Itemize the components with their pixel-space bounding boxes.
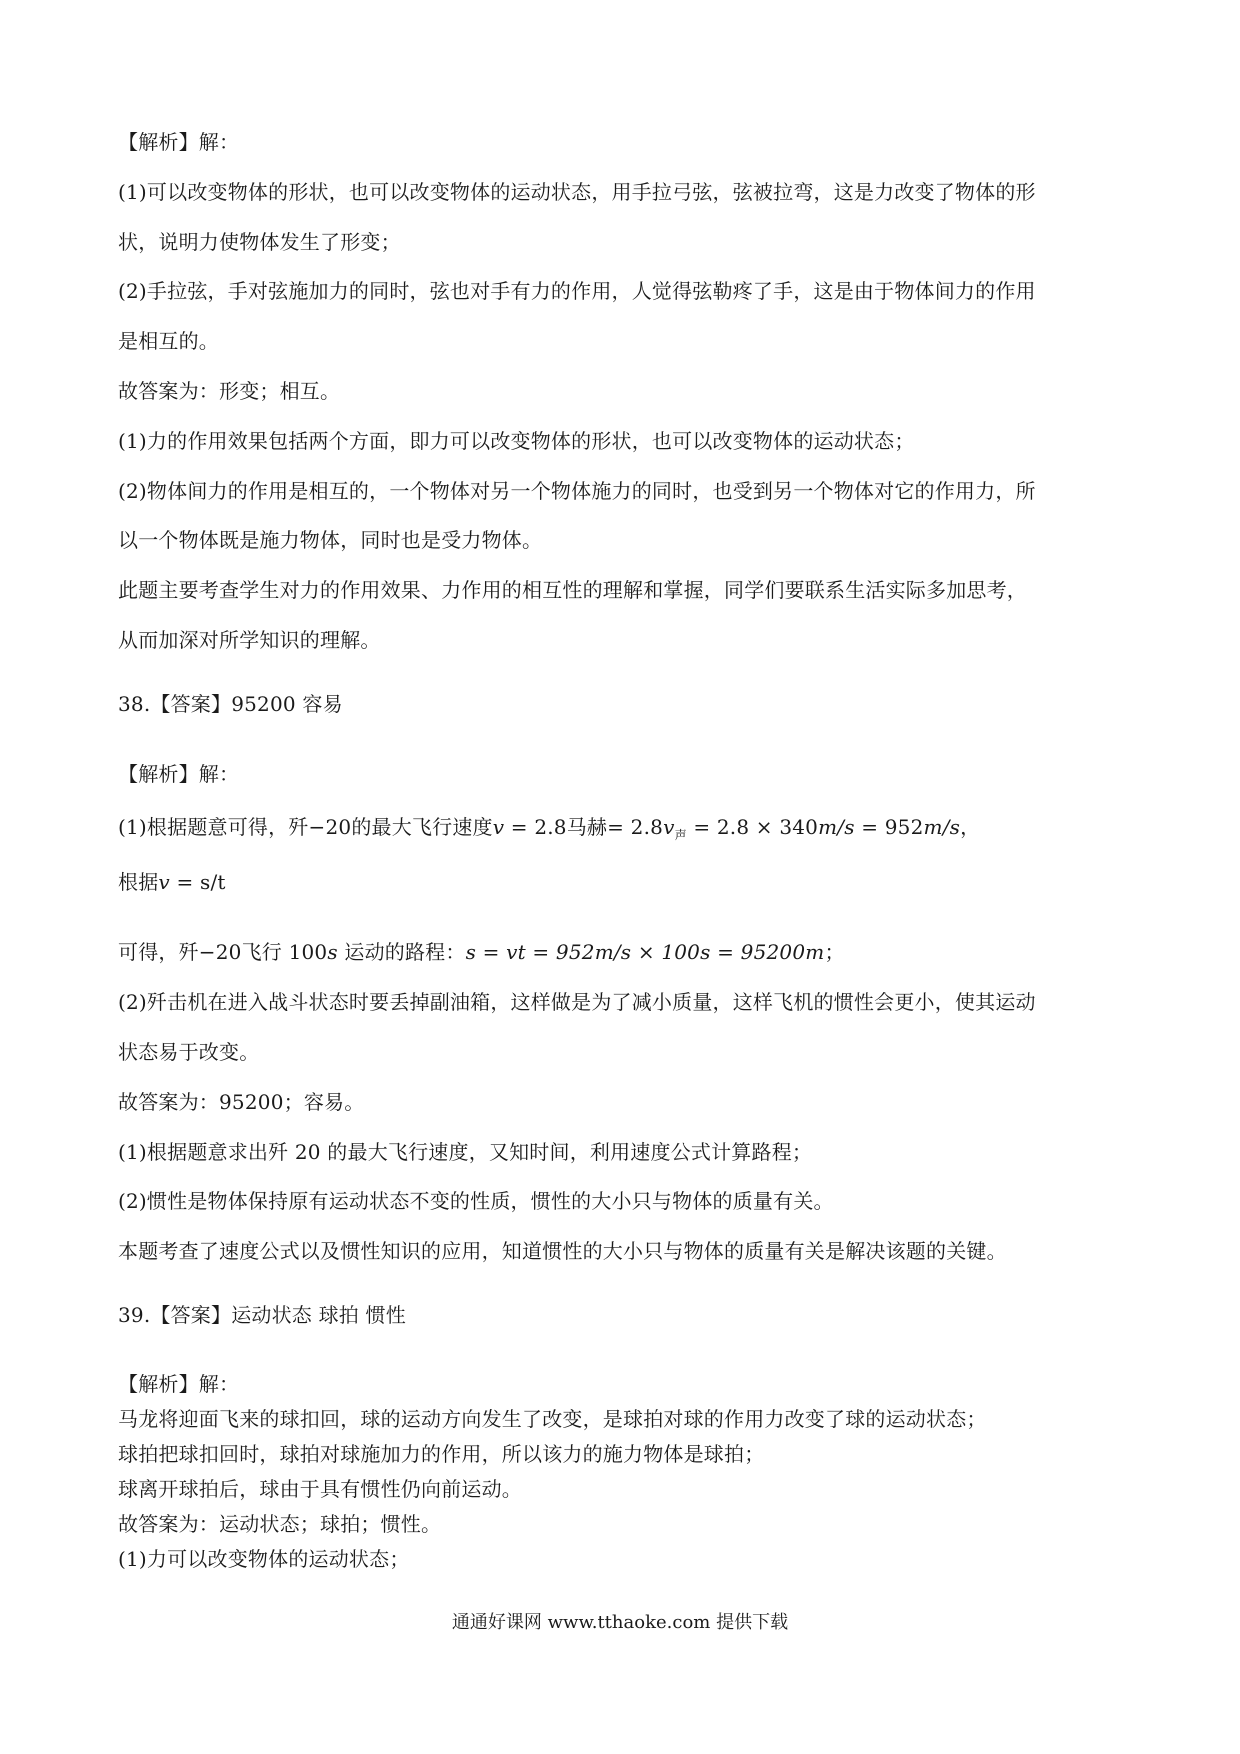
question-38-answer-heading: 38.【答案】95200 容易 (118, 692, 343, 716)
equation-text: = 2.8马赫= 2.8 (504, 815, 664, 839)
paragraph-line: 从而加深对所学知识的理解。 (118, 628, 381, 652)
question-39-answer-heading: 39.【答案】运动状态 球拍 惯性 (118, 1303, 406, 1327)
equation-text: ； (824, 940, 845, 964)
paragraph-line: (2)手拉弦，手对弦施加力的同时，弦也对手有力的作用，人觉得弦勒疼了手，这是由于物体间力的作用 (118, 279, 1036, 303)
analysis-heading: 【解析】解： (118, 130, 240, 154)
equation-text: = 2.8 × 340 (686, 815, 819, 839)
paragraph-line: (2)惯性是物体保持原有运动状态不变的性质，惯性的大小只与物体的质量有关。 (118, 1189, 834, 1213)
paragraph-line: (1)力可以改变物体的运动状态； (118, 1547, 410, 1571)
answer-line: 故答案为：运动状态；球拍；惯性。 (118, 1512, 442, 1536)
math-variable: v (158, 870, 170, 894)
math-variable: v (492, 815, 505, 839)
paragraph-line: 此题主要考查学生对力的作用效果、力作用的相互性的理解和掌握，同学们要联系生活实际多加思考， (118, 578, 1027, 602)
math-unit: m/s (923, 815, 961, 839)
equation-line-speed (118, 813, 980, 849)
paragraph-line: (2)物体间力的作用是相互的，一个物体对另一个物体施力的同时，也受到另一个物体对它的作用力，所 (118, 479, 1036, 503)
equation-text: ， (960, 815, 981, 839)
paragraph-line: 是相互的。 (118, 329, 219, 353)
math-variable: v (663, 815, 675, 839)
paragraph-line: 本题考查了速度公式以及惯性知识的应用，知道惯性的大小只与物体的质量有关是解决该题的关键。 (118, 1239, 1007, 1263)
paragraph-line: 球拍把球扣回时，球拍对球施加力的作用，所以该力的施力物体是球拍； (118, 1442, 765, 1466)
math-variable: s (327, 940, 338, 964)
equation-line-formula (118, 868, 226, 896)
paragraph-line: 球离开球拍后，球由于具有惯性仍向前运动。 (118, 1477, 522, 1501)
math-formula: s = vt = 952m/s × 100s = 95200m (465, 940, 825, 964)
math-subscript: 声 (674, 828, 687, 842)
paragraph-line: 状态易于改变。 (118, 1040, 260, 1064)
equation-text: 可得，歼−20飞行 100 (118, 940, 328, 964)
paragraph-line: 以一个物体既是施力物体，同时也是受力物体。 (118, 528, 543, 552)
equation-text: = 952 (854, 815, 924, 839)
equation-text: = s/t (169, 870, 226, 894)
paragraph-line: (2)歼击机在进入战斗状态时要丢掉副油箱，这样做是为了减小质量，这样飞机的惯性会更小，使其运动 (118, 990, 1036, 1014)
equation-line-distance (118, 938, 845, 966)
paragraph-line: (1)力的作用效果包括两个方面，即力可以改变物体的形状，也可以改变物体的运动状态； (118, 429, 915, 453)
math-unit: m/s (818, 815, 855, 839)
analysis-heading: 【解析】解： (118, 1372, 240, 1396)
page-footer: 通通好课网 www.tthaoke.com 提供下载 (451, 1612, 789, 1633)
paragraph-line: 状，说明力使物体发生了形变； (118, 230, 401, 254)
analysis-heading: 【解析】解： (118, 762, 240, 786)
paragraph-line: (1)可以改变物体的形状，也可以改变物体的运动状态，用手拉弓弦，弦被拉弯，这是力改变了物体的形 (118, 180, 1036, 204)
equation-text: (1)根据题意可得，歼−20的最大飞行速度 (118, 815, 493, 839)
equation-text: 根据 (118, 870, 159, 894)
equation-text: 运动的路程： (337, 940, 466, 964)
answer-line: 故答案为：形变；相互。 (118, 379, 341, 403)
paragraph-line: (1)根据题意求出歼 20 的最大飞行速度，又知时间，利用速度公式计算路程； (118, 1140, 813, 1164)
paragraph-line: 马龙将迎面飞来的球扣回，球的运动方向发生了改变，是球拍对球的作用力改变了球的运动状态； (118, 1407, 987, 1431)
answer-line: 故答案为：95200；容易。 (118, 1090, 365, 1114)
